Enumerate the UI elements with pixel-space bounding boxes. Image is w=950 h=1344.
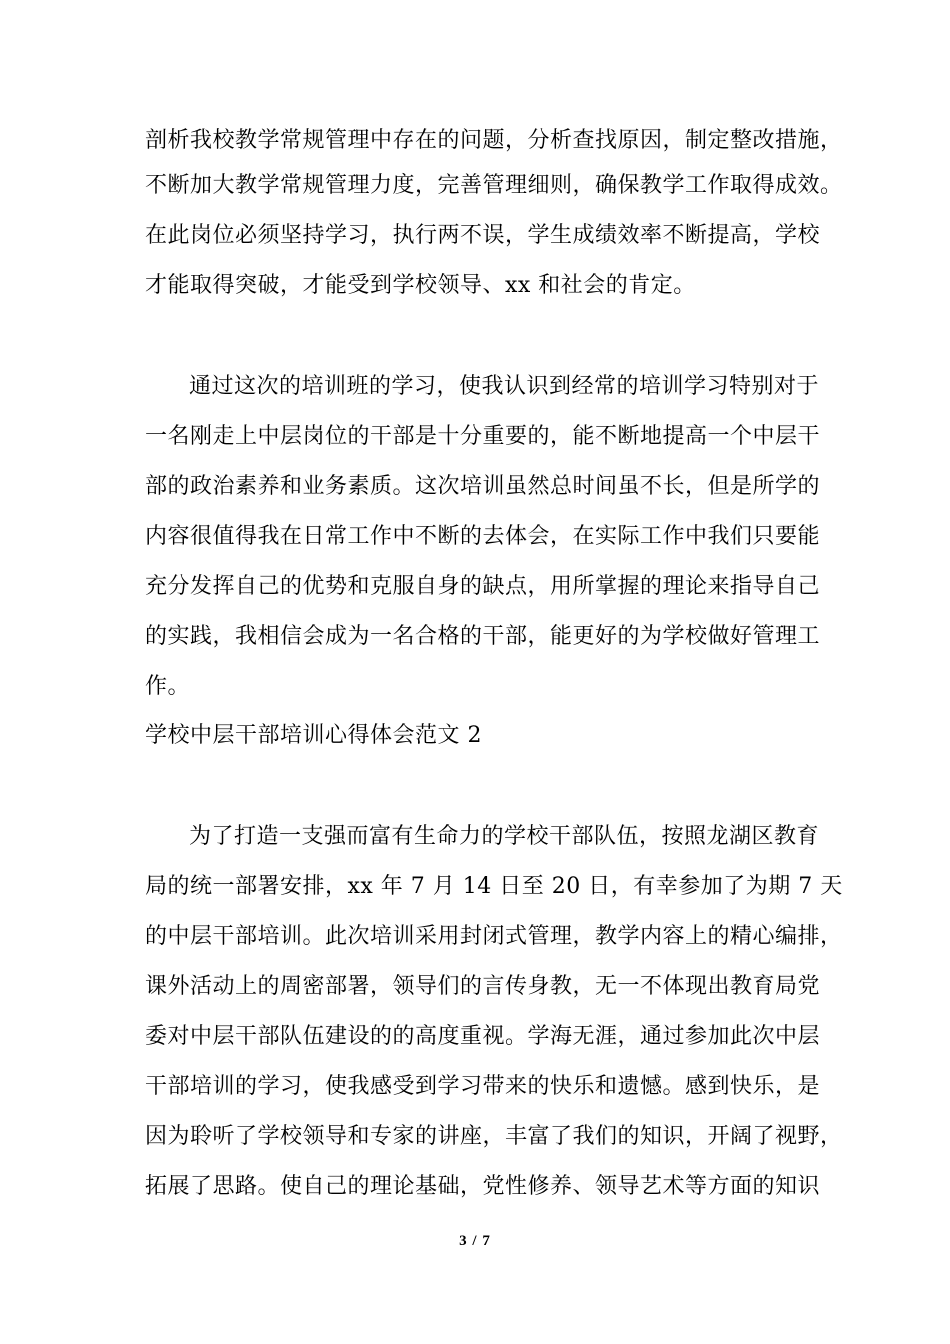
paragraph-line: 内容很值得我在日常工作中不断的去体会，在实际工作中我们只要能 bbox=[145, 524, 821, 549]
paragraph-line: 通过这次的培训班的学习，使我认识到经常的培训学习特别对于 bbox=[189, 374, 820, 399]
paragraph-line: 一名刚走上中层岗位的干部是十分重要的，能不断地提高一个中层干 bbox=[145, 424, 821, 449]
paragraph-line: 干部培训的学习，使我感受到学习带来的快乐和遗憾。感到快乐，是 bbox=[145, 1074, 821, 1099]
paragraph-line: 在此岗位必须坚持学习，执行两不误，学生成绩效率不断提高，学校 bbox=[145, 223, 821, 248]
paragraph-line: 部的政治素养和业务素质。这次培训虽然总时间虽不长，但是所学的 bbox=[145, 474, 821, 499]
paragraph-line: 为了打造一支强而富有生命力的学校干部队伍，按照龙湖区教育 bbox=[189, 824, 820, 849]
paragraph-line: 局的统一部署安排，xx 年 7 月 14 日至 20 日，有幸参加了为期 7 天 bbox=[145, 874, 843, 899]
paragraph-line: 的实践，我相信会成为一名合格的干部，能更好的为学校做好管理工 bbox=[145, 624, 821, 649]
paragraph-line: 的中层干部培训。此次培训采用封闭式管理，教学内容上的精心编排， bbox=[145, 924, 843, 949]
paragraph-line: 作。 bbox=[145, 674, 191, 699]
page-number: 3 / 7 bbox=[459, 1233, 491, 1249]
section-title: 学校中层干部培训心得体会范文 2 bbox=[145, 723, 482, 748]
paragraph-line: 剖析我校教学常规管理中存在的问题，分析查找原因，制定整改措施， bbox=[145, 128, 843, 153]
paragraph-line: 才能取得突破，才能受到学校领导、xx 和社会的肯定。 bbox=[145, 273, 696, 298]
paragraph-line: 委对中层干部队伍建设的的高度重视。学海无涯，通过参加此次中层 bbox=[145, 1024, 821, 1049]
paragraph-line: 拓展了思路。使自己的理论基础，党性修养、领导艺术等方面的知识 bbox=[145, 1174, 821, 1199]
paragraph-line: 课外活动上的周密部署，领导们的言传身教，无一不体现出教育局党 bbox=[145, 974, 821, 999]
paragraph-line: 因为聆听了学校领导和专家的讲座，丰富了我们的知识，开阔了视野， bbox=[145, 1124, 843, 1149]
paragraph-line: 充分发挥自己的优势和克服自身的缺点，用所掌握的理论来指导自己 bbox=[145, 574, 821, 599]
paragraph-line: 不断加大教学常规管理力度，完善管理细则，确保教学工作取得成效。 bbox=[145, 173, 843, 198]
